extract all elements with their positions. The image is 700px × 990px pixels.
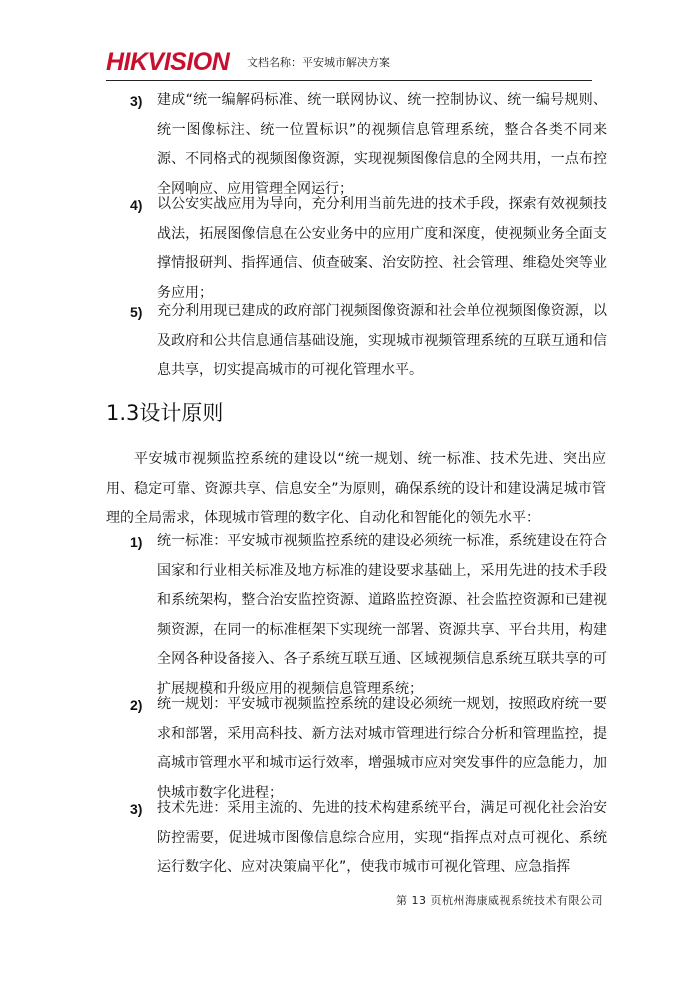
list-item-text: 以公安实战应用为导向，充分利用当前先进的技术手段，探索有效视频技战法，拓展图像信息在公安业务中的应用广度和深度，使视频业务全面支撑情报研判、指挥通信、侦查破案、治安防控、社会管理、维稳处突等业务应用； bbox=[157, 196, 607, 301]
list-item-text: 建成“统一编解码标准、统一联网协议、统一控制协议、统一编号规则、统一图像标注、统一位置标识”的视频信息管理系统，整合各类不同来源、不同格式的视频图像资源，实现视频图像信息的全网共用，一点布控全网响应、应用管理全网运行； bbox=[157, 92, 607, 197]
list-number: 4) bbox=[130, 197, 143, 213]
list-item-text: 充分利用现已建成的政府部门视频图像资源和社会单位视频图像资源，以及政府和公共信息通信基础设施，实现城市视频管理系统的互联互通和信息共享，切实提高城市的可视化管理水平。 bbox=[157, 303, 607, 378]
list-number: 5) bbox=[130, 304, 143, 320]
list-item-text: 技术先进：采用主流的、先进的技术构建系统平台，满足可视化社会治安防控需要，促进城市图像信息综合应用，实现“指挥点对点可视化、系统运行数字化、应对决策扁平化”，使我市城市可视化管理、应急指挥 bbox=[157, 800, 607, 875]
list-item-text: 统一规划：平安城市视频监控系统的建设必须统一规划，按照政府统一要求和部署，采用高科技、新方法对城市管理进行综合分析和管理监控，提高城市管理水平和城市运行效率，增强城市应对突发事件的应急能力，加快城市数字化进程； bbox=[157, 696, 607, 801]
list-number: 2) bbox=[130, 697, 143, 713]
list-number: 1) bbox=[130, 534, 143, 550]
hikvision-logo: HIKVISION bbox=[106, 48, 230, 76]
section-title: 1.3设计原则 bbox=[106, 401, 224, 425]
section-intro: 平安城市视频监控系统的建设以“统一规划、统一标准、技术先进、突出应用、稳定可靠、资源共享、信息安全”为原则，确保系统的设计和建设满足城市管理的全局需求，体现城市管理的数字化、自动化和智能化的领先水平： bbox=[106, 451, 606, 526]
page-footer: 第 13 页杭州海康威视系统技术有限公司 bbox=[396, 894, 603, 907]
document-name: 文档名称：平安城市解决方案 bbox=[247, 56, 390, 69]
list-number: 3) bbox=[130, 93, 143, 109]
page-header bbox=[106, 44, 590, 80]
list-item-text: 统一标准：平安城市视频监控系统的建设必须统一标准，系统建设在符合国家和行业相关标准及地方标准的建设要求基础上，采用先进的技术手段和系统架构，整合治安监控资源、道路监控资源、社会监控资源和已建视频资源，在同一的标准框架下实现统一部署、资源共享、平台共用，构建全网各种设备接入、各子系统互联互通、区域视频信息系统互联共享的可扩展规模和升级应用的视频信息管理系统； bbox=[157, 533, 607, 697]
list-number: 3) bbox=[130, 801, 143, 817]
header-divider bbox=[106, 80, 592, 81]
